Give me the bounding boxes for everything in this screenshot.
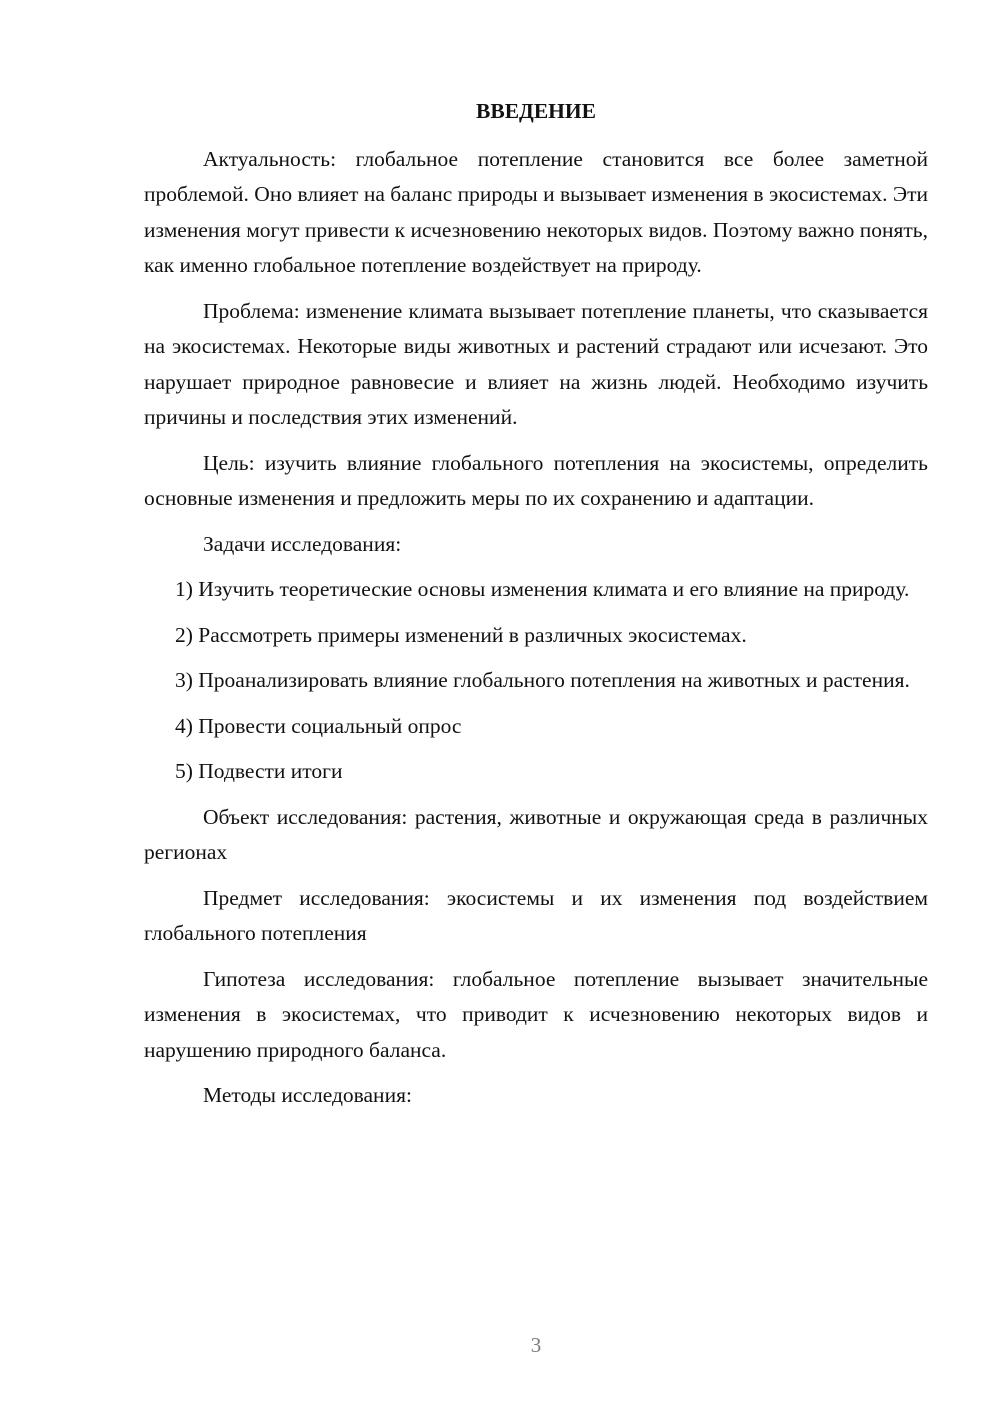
task-item-5: 5) Подвести итоги <box>175 759 343 783</box>
task-item-2: 2) Рассмотреть примеры изменений в различных экосистемах. <box>175 622 747 647</box>
paragraph-methods: Методы исследования: <box>203 1083 412 1107</box>
page-number: 3 <box>530 1333 542 1357</box>
page-content <box>144 94 928 1124</box>
paragraph-goal: Цель: изучить влияние глобального потепления на экосистемы, определить основные изменения и предложить меры по их сохранению и адаптации. <box>144 450 928 510</box>
paragraph-subject: Предмет исследования: экосистемы и их изменения под воздействием глобального потепления <box>144 885 928 945</box>
paragraph-relevance: Актуальность: глобальное потепление становится все более заметной проблемой. Оно влияет на баланс природы и вызывает изменения в экосистемах. Эти изменения могут привести к исчезновению некоторых видов. Поэтому важно понять, как именно глобальное потепление воздействует на природу. <box>144 146 928 277</box>
paragraph-object: Объект исследования: растения, животные и окружающая среда в различных регионах <box>144 804 928 864</box>
paragraph-hypothesis: Гипотеза исследования: глобальное потепление вызывает значительные изменения в экосистемах, что приводит к исчезновению некоторых видов и нарушению природного баланса. <box>144 966 928 1062</box>
paragraph-problem: Проблема: изменение климата вызывает потепление планеты, что сказывается на экосистемах. Некоторые виды животных и растений страдают или исчезают. Это нарушает природное равновесие и влияет на жизнь людей. Необходимо изучить причины и последствия этих изменений. <box>144 298 928 429</box>
section-title: ВВЕДЕНИЕ <box>476 99 596 123</box>
task-item-3: 3) Проанализировать влияние глобального потепления на животных и растения. <box>175 668 910 692</box>
task-item-1: 1) Изучить теоретические основы изменения климата и его влияние на природу. <box>175 577 910 601</box>
paragraph-tasks-heading: Задачи исследования: <box>203 531 402 556</box>
task-item-4: 4) Провести социальный опрос <box>175 713 462 738</box>
